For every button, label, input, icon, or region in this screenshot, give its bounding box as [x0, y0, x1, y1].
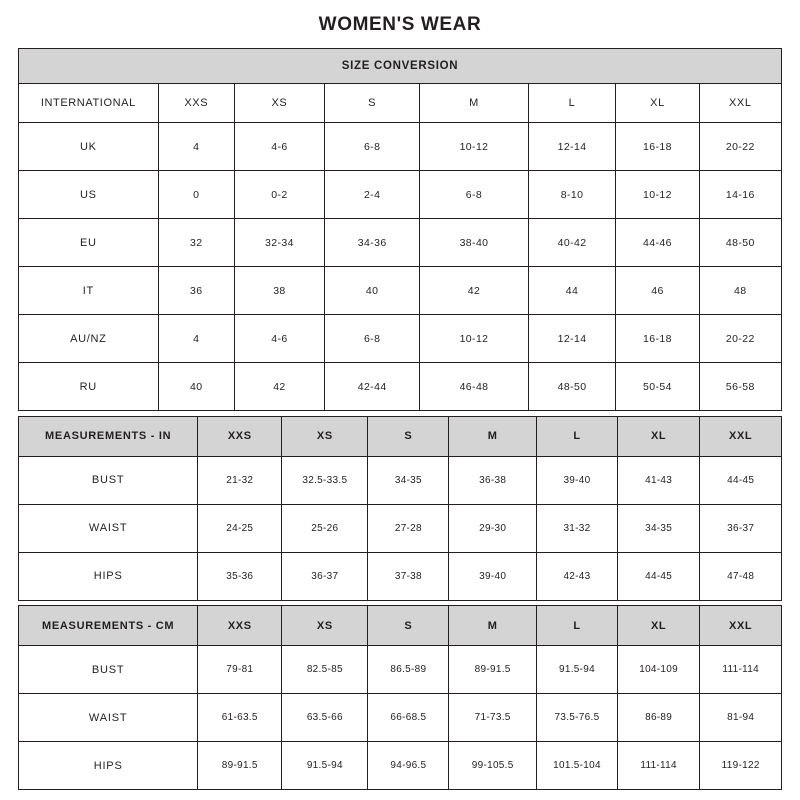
cell-cm-bust-xxl: 111-114 [700, 646, 782, 694]
column-header-xl: XL [616, 84, 699, 123]
cell-cm-bust-s: 86.5-89 [368, 646, 449, 694]
cell-in-bust-xxl: 44-45 [700, 456, 782, 504]
cell-in-hips-xs: 36-37 [282, 552, 368, 600]
cell-cm-waist-l: 73.5-76.5 [537, 694, 618, 742]
cell-it-s: 40 [324, 267, 419, 315]
cell-it-xxl: 48 [699, 267, 781, 315]
cell-eu-xxs: 32 [158, 219, 234, 267]
cell-ru-m: 46-48 [420, 363, 528, 411]
cell-it-xxs: 36 [158, 267, 234, 315]
cell-in-waist-l: 31-32 [537, 504, 618, 552]
row-label-cm-waist: WAIST [19, 694, 198, 742]
cell-eu-l: 40-42 [528, 219, 616, 267]
cell-aunz-l: 12-14 [528, 315, 616, 363]
table-banner-row [19, 49, 782, 84]
cell-in-hips-xxl: 47-48 [700, 552, 782, 600]
table-row [19, 694, 782, 742]
cell-aunz-xs: 4-6 [234, 315, 324, 363]
cell-cm-hips-s: 94-96.5 [368, 742, 449, 790]
cell-us-l: 8-10 [528, 171, 616, 219]
page-title: WOMEN'S WEAR [318, 14, 482, 35]
measurements-inches-table [18, 416, 782, 601]
table-row [19, 504, 782, 552]
cell-in-bust-xl: 41-43 [617, 456, 699, 504]
column-header-xs: XS [234, 84, 324, 123]
cell-cm-bust-xxs: 79-81 [198, 646, 282, 694]
cell-cm-waist-xl: 86-89 [617, 694, 699, 742]
cell-ru-l: 48-50 [528, 363, 616, 411]
column-header-xxl: XXL [699, 84, 781, 123]
table-row [19, 363, 782, 411]
cell-us-s: 2-4 [324, 171, 419, 219]
table-row [19, 315, 782, 363]
column-header-in-s: S [368, 416, 449, 456]
cell-in-bust-m: 36-38 [449, 456, 537, 504]
column-header-cm-xxs: XXS [198, 606, 282, 646]
column-header-l: L [528, 84, 616, 123]
cell-eu-xs: 32-34 [234, 219, 324, 267]
table-row [19, 456, 782, 504]
column-header-cm-xs: XS [282, 606, 368, 646]
cell-cm-waist-m: 71-73.5 [449, 694, 537, 742]
column-header-cm-s: S [368, 606, 449, 646]
cell-us-xs: 0-2 [234, 171, 324, 219]
cell-in-hips-m: 39-40 [449, 552, 537, 600]
column-header-cm-l: L [537, 606, 618, 646]
cell-us-xl: 10-12 [616, 171, 699, 219]
cell-uk-s: 6-8 [324, 123, 419, 171]
cell-cm-waist-s: 66-68.5 [368, 694, 449, 742]
cell-aunz-xxl: 20-22 [699, 315, 781, 363]
cell-in-hips-xl: 44-45 [617, 552, 699, 600]
table-row [19, 742, 782, 790]
table-row [19, 646, 782, 694]
cell-in-waist-xxl: 36-37 [700, 504, 782, 552]
table-row [19, 123, 782, 171]
cell-cm-hips-xl: 111-114 [617, 742, 699, 790]
cell-cm-waist-xxl: 81-94 [700, 694, 782, 742]
table-row [19, 219, 782, 267]
row-label-in-waist: WAIST [19, 504, 198, 552]
cell-aunz-xl: 16-18 [616, 315, 699, 363]
column-header-s: S [324, 84, 419, 123]
row-label-in-hips: HIPS [19, 552, 198, 600]
cell-uk-l: 12-14 [528, 123, 616, 171]
column-header-cm-m: M [449, 606, 537, 646]
cell-aunz-m: 10-12 [420, 315, 528, 363]
measurements-in-banner: MEASUREMENTS - IN [19, 416, 198, 456]
cell-ru-s: 42-44 [324, 363, 419, 411]
measurements-cm-table [18, 605, 782, 790]
table-header-row [19, 416, 782, 456]
cell-it-m: 42 [420, 267, 528, 315]
cell-in-waist-xxs: 24-25 [198, 504, 282, 552]
column-header-cm-xxl: XXL [700, 606, 782, 646]
row-label-uk: UK [19, 123, 159, 171]
row-label-cm-bust: BUST [19, 646, 198, 694]
row-label-ru: RU [19, 363, 159, 411]
cell-it-l: 44 [528, 267, 616, 315]
cell-eu-s: 34-36 [324, 219, 419, 267]
cell-in-hips-l: 42-43 [537, 552, 618, 600]
cell-us-xxs: 0 [158, 171, 234, 219]
table-row [19, 171, 782, 219]
column-header-in-xxl: XXL [700, 416, 782, 456]
cell-in-waist-s: 27-28 [368, 504, 449, 552]
cell-aunz-s: 6-8 [324, 315, 419, 363]
cell-uk-xxl: 20-22 [699, 123, 781, 171]
cell-cm-hips-xs: 91.5-94 [282, 742, 368, 790]
table-row [19, 552, 782, 600]
cell-in-bust-l: 39-40 [537, 456, 618, 504]
cell-in-hips-s: 37-38 [368, 552, 449, 600]
table-row [19, 267, 782, 315]
column-header-m: M [420, 84, 528, 123]
cell-it-xl: 46 [616, 267, 699, 315]
row-label-it: IT [19, 267, 159, 315]
cell-cm-bust-l: 91.5-94 [537, 646, 618, 694]
column-header-xxs: XXS [158, 84, 234, 123]
column-header-in-xs: XS [282, 416, 368, 456]
cell-us-m: 6-8 [420, 171, 528, 219]
size-conversion-banner: SIZE CONVERSION [19, 49, 782, 84]
cell-cm-hips-xxs: 89-91.5 [198, 742, 282, 790]
column-header-in-xxs: XXS [198, 416, 282, 456]
cell-ru-xl: 50-54 [616, 363, 699, 411]
cell-cm-hips-xxl: 119-122 [700, 742, 782, 790]
size-conversion-table [18, 48, 782, 411]
table-header-row [19, 84, 782, 123]
row-label-eu: EU [19, 219, 159, 267]
cell-cm-bust-m: 89-91.5 [449, 646, 537, 694]
measurements-cm-banner: MEASUREMENTS - CM [19, 606, 198, 646]
cell-ru-xxl: 56-58 [699, 363, 781, 411]
cell-in-bust-xs: 32.5-33.5 [282, 456, 368, 504]
cell-uk-m: 10-12 [420, 123, 528, 171]
row-label-in-bust: BUST [19, 456, 198, 504]
cell-in-bust-s: 34-35 [368, 456, 449, 504]
column-header-in-xl: XL [617, 416, 699, 456]
cell-it-xs: 38 [234, 267, 324, 315]
cell-ru-xxs: 40 [158, 363, 234, 411]
cell-cm-hips-m: 99-105.5 [449, 742, 537, 790]
cell-aunz-xxs: 4 [158, 315, 234, 363]
cell-eu-xl: 44-46 [616, 219, 699, 267]
cell-in-waist-m: 29-30 [449, 504, 537, 552]
cell-cm-bust-xs: 82.5-85 [282, 646, 368, 694]
cell-eu-xxl: 48-50 [699, 219, 781, 267]
cell-in-hips-xxs: 35-36 [198, 552, 282, 600]
cell-uk-xxs: 4 [158, 123, 234, 171]
cell-cm-waist-xs: 63.5-66 [282, 694, 368, 742]
row-label-us: US [19, 171, 159, 219]
cell-cm-hips-l: 101.5-104 [537, 742, 618, 790]
column-header-international: INTERNATIONAL [19, 84, 159, 123]
column-header-cm-xl: XL [617, 606, 699, 646]
cell-in-waist-xl: 34-35 [617, 504, 699, 552]
column-header-in-m: M [449, 416, 537, 456]
cell-ru-xs: 42 [234, 363, 324, 411]
cell-in-waist-xs: 25-26 [282, 504, 368, 552]
cell-in-bust-xxs: 21-32 [198, 456, 282, 504]
cell-eu-m: 38-40 [420, 219, 528, 267]
cell-uk-xs: 4-6 [234, 123, 324, 171]
cell-cm-waist-xxs: 61-63.5 [198, 694, 282, 742]
row-label-cm-hips: HIPS [19, 742, 198, 790]
row-label-aunz: AU/NZ [19, 315, 159, 363]
cell-us-xxl: 14-16 [699, 171, 781, 219]
column-header-in-l: L [537, 416, 618, 456]
cell-cm-bust-xl: 104-109 [617, 646, 699, 694]
cell-uk-xl: 16-18 [616, 123, 699, 171]
table-header-row [19, 606, 782, 646]
